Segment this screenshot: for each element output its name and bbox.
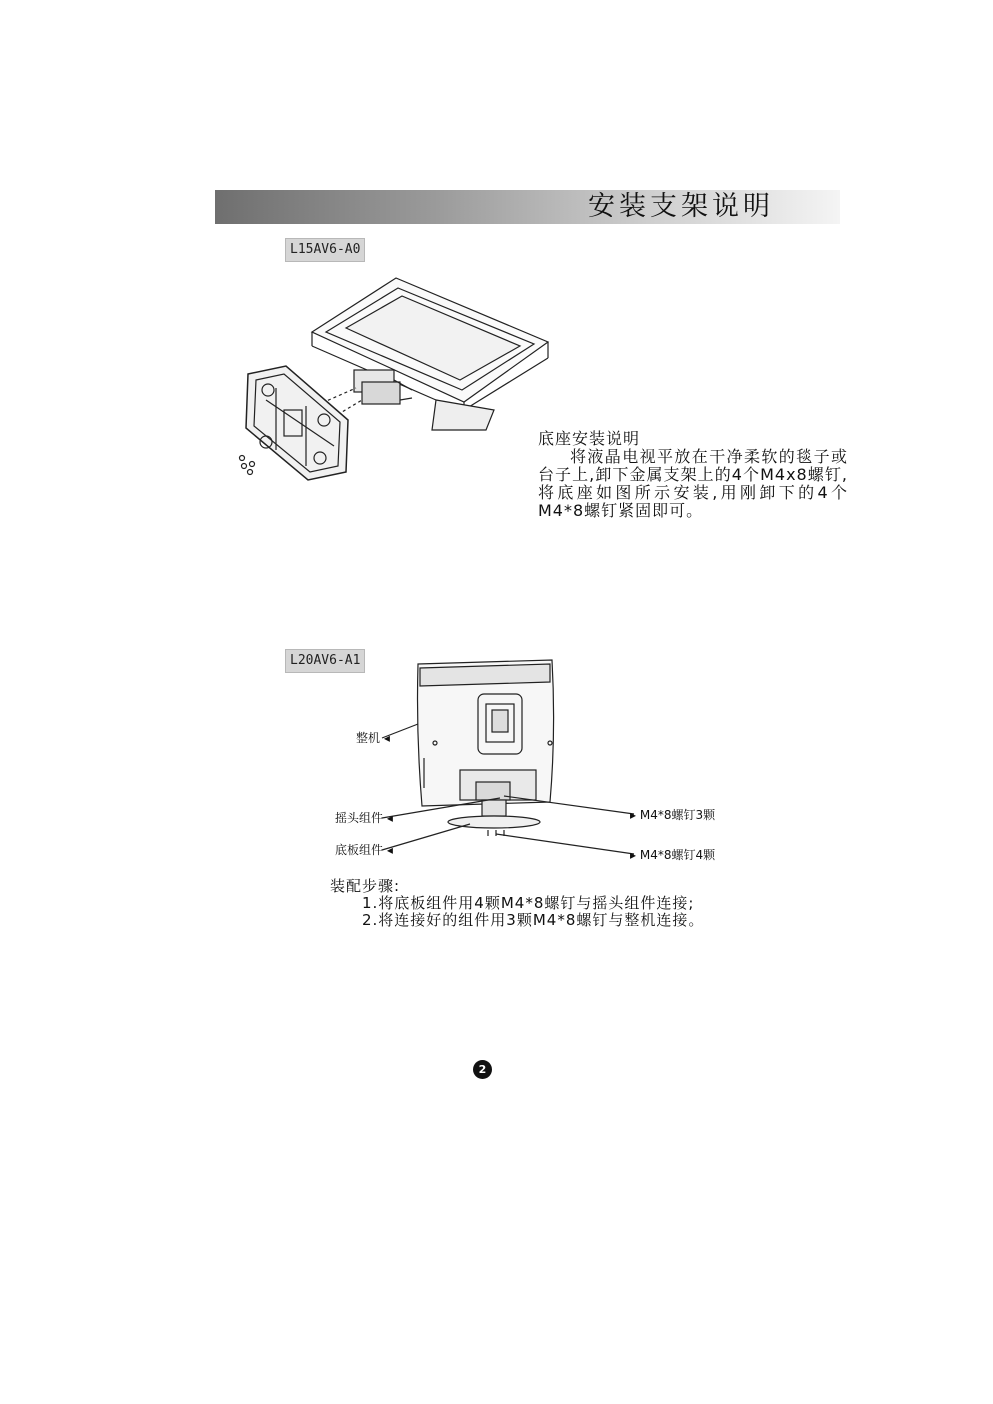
page-number-badge: 2 [473,1060,492,1079]
assembly-steps [330,878,704,929]
model-tag-l15: L15AV6-A0 [285,238,365,262]
callout-swivel-label: 摇头组件 [335,811,384,825]
step-item-2: 2.将连接好的组件用3颗M4*8螺钉与整机连接。 [362,911,705,929]
base-installation-illustration [236,270,556,485]
callout-screws-4-label: M4*8螺钉4颗 [639,848,716,862]
step-item-1: 1.将底板组件用4颗M4*8螺钉与摇头组件连接; [362,894,695,912]
callout-swivel-assembly: 摇头组件 ◂ [335,811,393,825]
page-title: 安装支架说明 [588,191,774,222]
callout-base-plate: 底板组件 ◂ [335,843,393,857]
model-tag-l20: L20AV6-A1 [285,649,365,673]
callout-screws-4: ▸ M4*8螺钉4颗 [630,848,716,862]
callout-main-unit-label: 整机 [356,731,381,745]
callout-base-plate-label: 底板组件 [335,843,384,857]
steps-title: 装配步骤: [330,877,401,895]
description-title: 底座安装说明 [538,429,641,448]
stand-assembly-illustration [380,658,720,858]
callout-screws-3: ▸ M4*8螺钉3颗 [630,808,716,822]
description-body: 将液晶电视平放在干净柔软的毯子或台子上,卸下金属支架上的4个M4x8螺钉,将底座如图所示安装,用刚卸下的4个M4*8螺钉紧固即可。 [538,447,848,520]
base-install-description [538,430,848,520]
section-header-bar [215,190,840,224]
callout-main-unit: 整机 ◂ [356,731,390,745]
callout-screws-3-label: M4*8螺钉3颗 [639,808,716,822]
